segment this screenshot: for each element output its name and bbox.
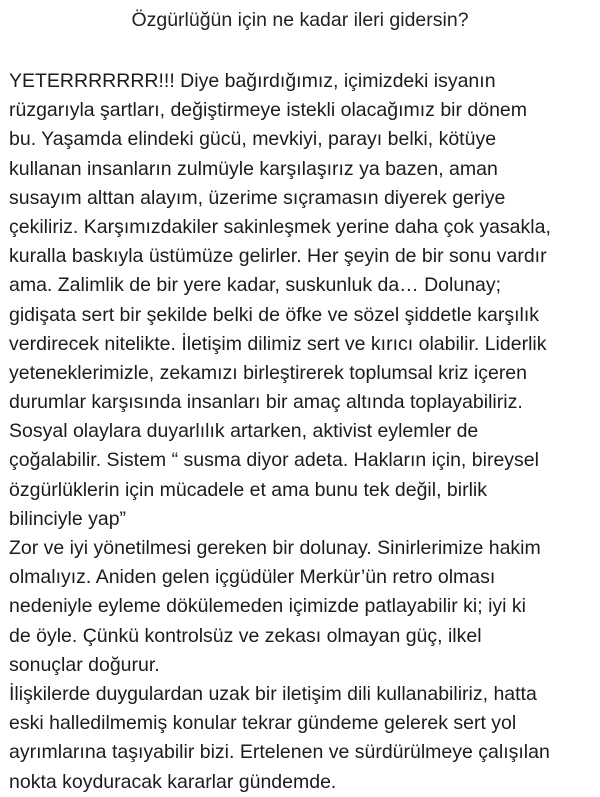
text-line: nokta koyduracak kararlar gündemde. [9,770,337,793]
text-line: YETERRRRRRR!!! Diye bağırdığımız, içimizdeki isyanın [9,70,496,92]
text-line: yeteneklerimizle, zekamızı birleştirerek toplumsal kriz içeren [9,361,527,384]
text-line: kuralla baskıyla üstümüze gelirler. Her şeyin de bir sonu vardır [9,245,547,268]
text-line: ayrımlarına taşıyabilir bizi. Ertelenen ve sürdürülmeye çalışılan [9,741,550,764]
text-line: susayım alttan alayım, üzerime sıçramasın diyerek geriye [9,186,506,209]
text-line: verdirecek nitelikte. İletişim dilimiz sert ve kırıcı olabilir. Liderlik [9,332,547,355]
text-line: gidişata sert bir şekilde belki de öfke ve sözel şiddetle karşılık [9,303,540,326]
text-line: de öyle. Çünkü kontrolsüz ve zekası olmayan güç, ilkel [9,624,482,647]
text-line: çoğalabilir. Sistem “ susma diyor adeta. Hakların için, bireysel [9,449,539,472]
text-line: Sosyal olaylara duyarlılık artarken, aktivist eylemler de [9,420,479,443]
text-line: bilinciyle yap” [9,507,127,530]
text-line: kullanan insanların zulmüyle karşılaşırız ya bazen, aman [9,157,498,180]
document-title: Özgürlüğün için ne kadar ileri gidersin? [131,9,469,31]
text-line: sonuçlar doğurur. [9,653,160,676]
document-body [9,67,594,797]
text-line: durumlar karşısında insanları bir amaç altında toplayabiliriz. [9,391,523,414]
text-line: Zor ve iyi yönetilmesi gereken bir dolunay. Sinirlerimize hakim [9,537,541,559]
text-line: bu. Yaşamda elindeki gücü, mevkiyi, parayı belki, kötüye [9,128,497,151]
text-line: eski halledilmemiş konular tekrar gündeme gelerek sert yol [9,712,517,735]
text-line: çekiliriz. Karşımızdakiler sakinleşmek yerine daha çok yasakla, [9,215,551,238]
text-line: ama. Zalimlik de bir yere kadar, suskunluk da… Dolunay; [9,274,502,297]
text-line: nedeniyle eyleme dökülemeden içimizde patlayabilir ki; iyi ki [9,595,526,618]
text-line: olmalıyız. Aniden gelen içgüdüler Merkür’ün retro olması [9,566,496,589]
text-line: rüzgarıyla şartları, değiştirmeye istekli olacağımız bir dönem [9,99,528,122]
text-line: özgürlüklerin için mücadele et ama bunu tek değil, birlik [9,478,487,501]
text-line: İlişkilerde duygulardan uzak bir iletişim dili kullanabiliriz, hatta [9,682,537,705]
